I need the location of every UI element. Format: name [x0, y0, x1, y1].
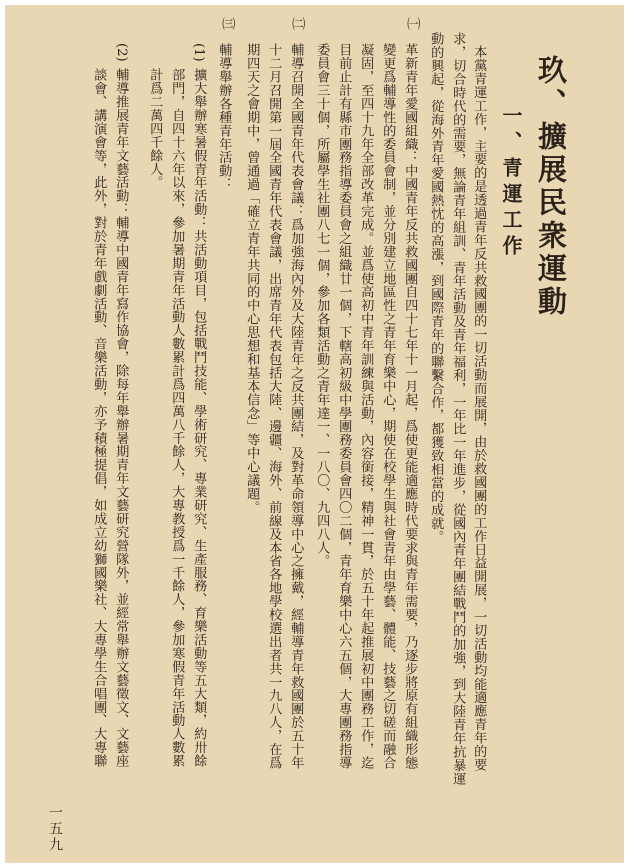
- item1-line: 目前止計有縣市團務指導委員會之組織廿一個，下轄高初級中學團務委員會四〇二個，青年育樂中心六五個，大專團務指導: [336, 43, 352, 770]
- sub1-line: 計爲二萬四千餘人。: [147, 68, 163, 190]
- item1-line: 變更爲輔導性的委員會制，並分別建立地區性之青年育樂中心，期使在校學生與社會青年由學藝、體能、技藝之切磋而融合: [380, 43, 396, 770]
- sub-marker-2: (2): [114, 43, 130, 62]
- intro-line: 本黨青運工作，主要的是透過青年反共救國團的一切活動而展開，由於救國團的工作日益開展，一切活動均能適應青年的要: [471, 45, 487, 772]
- item-marker-2: ㈡: [289, 17, 305, 31]
- intro-line: 動的興起，從海外青年愛國熱忱的高漲，到國際青年的聯繫合作，都獲致相當的成就。: [428, 32, 444, 544]
- sub2-line: 談會、講演會等，此外，對於青年戲劇活動、音樂活動，亦予積極提倡，如成立幼獅國樂社、大專學生合唱團、大專聯: [91, 68, 107, 768]
- page-number: 一五九: [47, 805, 63, 853]
- item1-line: 委員會三十個，所屬學生社團八七一個，參加各類活動之青年達一、一八〇、九四八人。: [314, 43, 330, 568]
- item2-line: 輔導召開全國青年代表會議：爲加強海內外及大陸青年之反共團結，及對革命領導中心之擁戴，經輔導青年救國團於五十年: [288, 43, 304, 770]
- item-marker-1: ㈠: [404, 17, 420, 31]
- sub-marker-1: (1): [191, 43, 207, 62]
- chapter-title: 玖、擴展民衆運動: [534, 55, 568, 319]
- item-marker-3: ㈢: [219, 17, 235, 31]
- sub1-line: 部門，自四十六年以來，參加暑期青年活動人數累計爲四萬八千餘人，大專教授爲一千餘人，參加寒假青年活動人數累: [169, 68, 185, 768]
- item2-line: 期四天之會期中，曾通過「確立青年共同的中心思想和基本信念」等中心議題。: [244, 43, 260, 514]
- item3-title: 輔導舉辦各種青年活動：: [216, 43, 232, 191]
- section-title: 一、青運工作: [499, 105, 523, 261]
- item1-line: 革新青年愛國組織：中國青年反共救國團自四十七年十一月起，爲使更能適應時代要求與青年需要，乃逐步將原有組織形態: [402, 43, 418, 770]
- sub1-line: 擴大舉辦寒暑假青年活動：共活動項目，包括戰鬥技能、學術研究、專業研究、生產服務、育樂活動等五大類，約卅餘: [191, 68, 207, 768]
- item2-line: 十二月召開第一屆全國青年代表會議，出席青年代表包括大陸、邊疆、海外、前線及本省各地學校選出者共一九八人，在爲: [266, 43, 282, 770]
- item1-line: 凝固，至四十九年全部改革完成。並爲使高初中青年訓練與活動，內容銜接，精神一貫，於五十年起推展初中團務工作，迄: [358, 43, 374, 770]
- sub2-line: 輔導推展青年文藝活動：輔導中國青年寫作協會，除每年舉辦暑期青年文藝研究營隊外，並經常舉辦文藝徵文、文藝座: [113, 68, 129, 768]
- document-page: [5, 5, 624, 863]
- intro-line: 求，切合時代的需要，無論青年組訓、青年活動及青年福利，一年比一年進步，從國內青年團結戰鬥的加強，到大陸青年抗暴運: [450, 32, 466, 786]
